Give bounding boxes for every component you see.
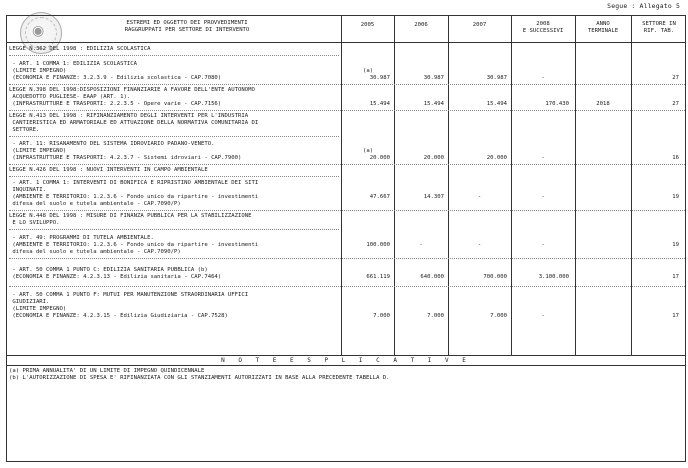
- value-2006: 20.000: [423, 155, 444, 161]
- header-separator: [7, 42, 685, 43]
- col-divider: [631, 16, 632, 355]
- header-2006: 2006: [414, 22, 428, 28]
- value-2006: -: [419, 242, 423, 248]
- value-2008: -: [541, 242, 545, 248]
- value-2007: -: [477, 242, 482, 248]
- row-text: SETTORE.: [9, 127, 40, 133]
- budget-table: [6, 15, 686, 462]
- row-text: (ECONOMIA E FINANZE: 3.2.3.9 - Edilizia scolastica - CAP.7080): [9, 75, 222, 81]
- row-text: GIUDIZIARI.: [9, 299, 50, 305]
- row-title: LEGGE N.413 DEL 1998 : RIFINANZIAMENTO DEGLI INTERVENTI PER L'INDUSTRIA: [9, 113, 249, 119]
- row-text: - ART. 50 COMMA 1 PUNTO F: MUTUI PER MANUTENZIONE STRAORDINARIA UFFICI: [9, 292, 249, 298]
- header-2005: 2005: [360, 22, 375, 28]
- row-divider: [9, 210, 685, 211]
- notes-separator: [7, 355, 685, 356]
- value-2008: -: [541, 194, 545, 200]
- row-text: (ECONOMIA E FINANZE: 4.2.3.13 - Edilizia sanitaria - CAP.7464): [9, 274, 222, 280]
- value-2005: 15.494: [369, 101, 390, 107]
- row-divider: [9, 164, 685, 165]
- value-settore: 27: [672, 101, 679, 107]
- col-divider: [341, 16, 342, 355]
- value-2005: 47.667: [369, 194, 390, 200]
- row-divider: [9, 55, 339, 56]
- notes-title: N O T E E S P L I C A T I V E: [221, 357, 471, 364]
- row-text: (LIMITE IMPEGNO): [9, 68, 67, 74]
- value-2008: 170.430: [545, 101, 569, 107]
- value-2005: 100.000: [366, 242, 390, 248]
- note-marker: (a): [363, 68, 374, 74]
- row-text: E LO SVILUPPO.: [9, 220, 60, 226]
- value-settore: 17: [672, 274, 679, 280]
- value-2006: 7.000: [427, 313, 444, 319]
- value-2007: -: [477, 194, 482, 200]
- value-2007: 7.000: [490, 313, 507, 319]
- value-settore: 17: [672, 313, 679, 319]
- row-text: ACQUEDOTTO PUGLIESE- EAAP (ART. 1).: [9, 94, 131, 100]
- value-2007: 20.000: [486, 155, 507, 161]
- row-divider: [9, 84, 685, 85]
- header-description-text: ESTREMI ED OGGETTO DEI PROVVEDIMENTI RAGGRUPPATI PER SETTORE DI INTERVENTO: [124, 20, 250, 33]
- col-divider: [448, 16, 449, 355]
- row-text: difesa del suolo e tutela ambientale - CAP.7090/P): [9, 201, 181, 207]
- row-title: LEGGE N.362 DEL 1998 : EDILIZIA SCOLASTICA: [9, 46, 151, 52]
- row-text: (AMBIENTE E TERRITORIO: 1.2.3.6 - Fondo unico da ripartire - investimenti: [9, 194, 259, 200]
- row-text: (ECONOMIA E FINANZE: 4.2.3.15 - Edilizia Giudiziaria - CAP.7528): [9, 313, 228, 319]
- row-text: INQUINATI.: [9, 187, 47, 193]
- row-text: - ART. 49: PROGRAMMI DI TUTELA AMBIENTALE.: [9, 235, 154, 241]
- value-2008: 3.100.000: [538, 274, 569, 280]
- value-2005: 661.119: [366, 274, 390, 280]
- official-seal-icon: ◉: [20, 12, 62, 54]
- row-divider: [9, 258, 685, 259]
- value-2007: 700.000: [483, 274, 507, 280]
- value-settore: 19: [672, 242, 679, 248]
- row-text: (INFRASTRUTTURE E TRASPORTI: 2.2.3.5 - Opere varie - CAP.7156): [9, 101, 222, 107]
- value-2005: 7.000: [373, 313, 390, 319]
- value-2008: -: [541, 75, 545, 81]
- value-2008: -: [541, 155, 545, 161]
- value-2006: 30.987: [423, 75, 444, 81]
- row-title: LEGGE N.426 DEL 1998 : NUOVI INTERVENTI IN CAMPO AMBIENTALE: [9, 167, 208, 173]
- col-divider: [511, 16, 512, 355]
- value-settore: 16: [672, 155, 679, 161]
- row-text: (LIMITE IMPEGNO): [9, 148, 67, 154]
- note-a: (a) PRIMA ANNUALITA' DI UN LIMITE DI IMPEGNO QUINDICENNALE: [9, 368, 205, 374]
- row-title: LEGGE N.398 DEL 1998:DISPOSIZIONI FINANZIARIE A FAVORE DELL'ENTE AUTONOMO: [9, 87, 255, 93]
- header-description: [67, 20, 307, 34]
- value-2007: 30.987: [486, 75, 507, 81]
- value-settore: 27: [672, 75, 679, 81]
- row-text: - ART. 1 COMMA 1: EDILIZIA SCOLASTICA: [9, 61, 137, 67]
- row-divider: [9, 286, 685, 287]
- header-2008: [511, 21, 575, 35]
- header-2008-text: 2008 E SUCCESSIVI: [522, 21, 564, 34]
- header-2007: 2007: [472, 22, 487, 28]
- header-settore: [631, 21, 687, 35]
- col-divider: [394, 16, 395, 355]
- row-text: - ART. 1 COMMA 1: INTERVENTI DI BONIFICA E RIPRISTINO AMBIENTALE DEI SITI: [9, 180, 259, 186]
- row-divider: [9, 110, 685, 111]
- notes-separator: [7, 365, 685, 366]
- row-divider: [9, 229, 339, 230]
- value-2008: -: [541, 313, 545, 319]
- row-divider: [9, 176, 339, 177]
- col-divider: [575, 16, 576, 355]
- header-anno-text: ANNO TERMINALE: [587, 21, 619, 34]
- row-text: - ART. 50 COMMA 1 PUNTO C: EDILIZIA SANITARIA PUBBLICA (b): [9, 267, 208, 273]
- header-settore-text: SETTORE IN RIF. TAB.: [642, 21, 676, 34]
- value-2006: 640.000: [420, 274, 444, 280]
- value-anno: 2018: [596, 101, 610, 107]
- value-settore: 19: [672, 194, 679, 200]
- row-title: LEGGE N.448 DEL 1998 : MISURE DI FINANZA PUBBLICA PER LA STABILIZZAZIONE: [9, 213, 252, 219]
- note-marker: (a): [363, 148, 374, 154]
- row-text: CANTIERISTICA ED ARMATORIALE ED ATTUAZIONE DELLA NORMATIVA COMUNITARIA DI: [9, 120, 259, 126]
- row-text: difesa del suolo e tutela ambientale - CAP.7090/P): [9, 249, 181, 255]
- value-2005: 20.000: [369, 155, 390, 161]
- value-2006: 15.494: [423, 101, 444, 107]
- note-b: (b) L'AUTORIZZAZIONE DI SPESA E' RIFINANZIATA CON GLI STANZIAMENTI AUTORIZZATI IN BASE ALLA PRECEDENTE TABELLA D.: [9, 375, 390, 381]
- row-divider: [9, 136, 339, 137]
- value-2007: 15.494: [486, 101, 507, 107]
- header-anno-terminale: [575, 21, 631, 35]
- row-text: (AMBIENTE E TERRITORIO: 1.2.3.6 - Fondo unico da ripartire - investimenti: [9, 242, 259, 248]
- corner-label: Segue : Allegato 5: [607, 2, 680, 10]
- value-2006: 14.307: [423, 194, 444, 200]
- row-text: (INFRASTRUTTURE E TRASPORTI: 4.2.3.7 - Sistemi idroviari - CAP.7900): [9, 155, 242, 161]
- row-text: (LIMITE IMPEGNO): [9, 306, 67, 312]
- value-2005: 30.987: [369, 75, 390, 81]
- row-text: - ART. 11: RISANAMENTO DEL SISTEMA IDROVIARIO PADANO-VENETO.: [9, 141, 215, 147]
